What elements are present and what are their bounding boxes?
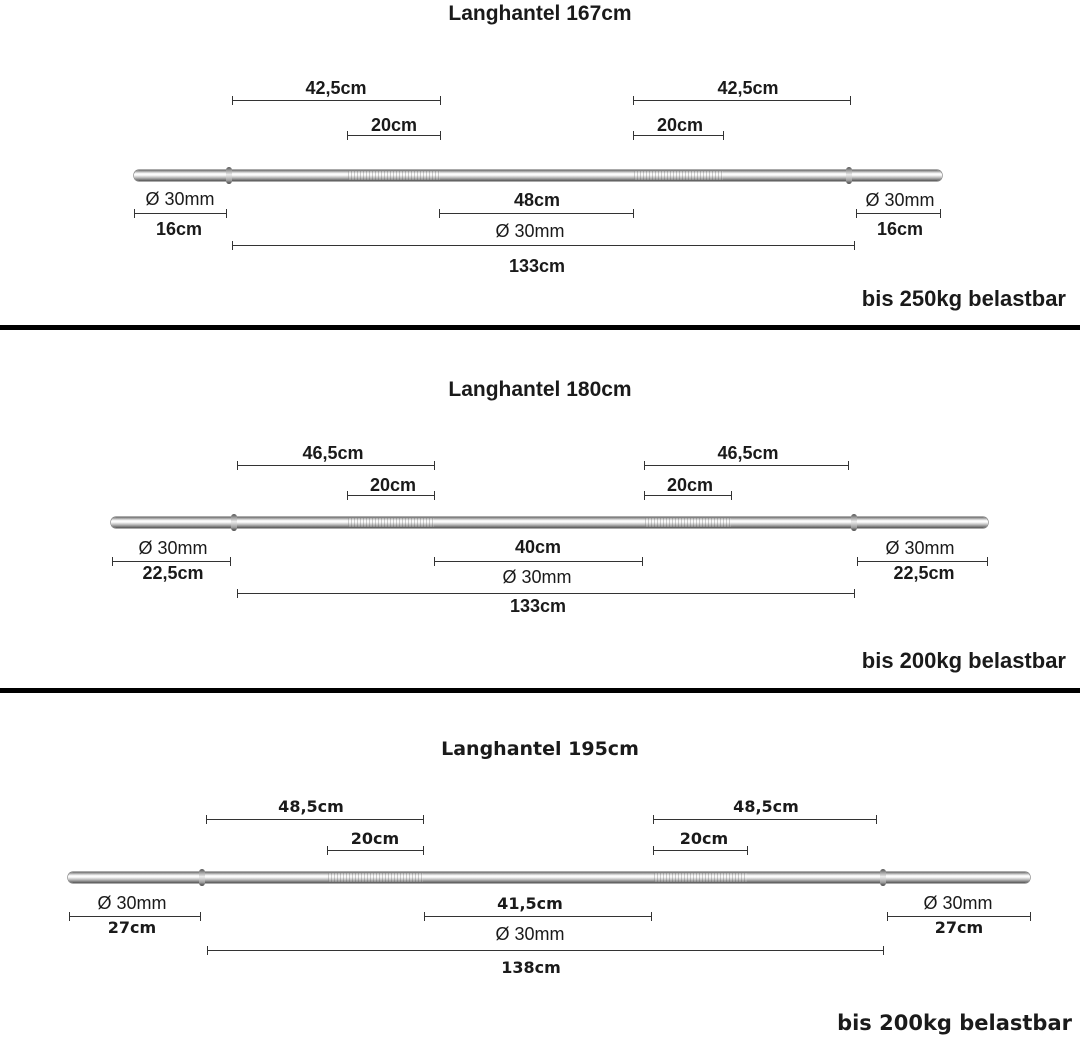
sleeve-right-label: 16cm xyxy=(876,219,924,239)
barbell-panel-180 xyxy=(0,330,1080,688)
barbell-bar xyxy=(111,517,988,528)
load-capacity: bis 200kg belastbar xyxy=(837,1011,1072,1035)
panel-title: Langhantel 195cm xyxy=(441,738,639,760)
load-capacity: bis 250kg belastbar xyxy=(861,286,1066,311)
center-diameter: Ø 30mm xyxy=(495,924,565,944)
sleeve-right-dimension xyxy=(888,916,1030,917)
center-diameter: Ø 30mm xyxy=(502,567,572,587)
panel-title: Langhantel 180cm xyxy=(448,378,632,401)
outer-right-dimension xyxy=(654,819,876,820)
outer-left-label: 48,5cm xyxy=(278,797,344,816)
barbell-bar xyxy=(134,170,942,181)
center-dimension xyxy=(440,213,633,214)
sleeve-left-label: 16cm xyxy=(155,219,203,239)
sleeve-right-dimension xyxy=(858,561,987,562)
knurl-right xyxy=(645,518,731,527)
sleeve-left-diameter: Ø 30mm xyxy=(97,893,167,913)
grip-left-label: 20cm xyxy=(370,115,418,135)
sleeve-left-label: 27cm xyxy=(107,918,157,937)
barbell-panel-167 xyxy=(0,0,1080,325)
knurl-left xyxy=(328,873,423,882)
grip-right-label: 20cm xyxy=(679,829,729,848)
barbell-panel-195 xyxy=(0,693,1080,1039)
sleeve-collar-right xyxy=(851,514,857,531)
knurl-right xyxy=(634,171,723,180)
load-capacity: bis 200kg belastbar xyxy=(861,648,1066,673)
sleeve-collar-left xyxy=(231,514,237,531)
outer-left-dimension xyxy=(207,819,423,820)
grip-left-dimension xyxy=(348,135,440,136)
grip-left-dimension xyxy=(328,850,423,851)
outer-left-label: 42,5cm xyxy=(305,78,367,98)
center-label: 41,5cm xyxy=(497,894,563,913)
center-label: 48cm xyxy=(513,190,561,210)
between-collars-label: 133cm xyxy=(509,596,567,616)
sleeve-right-diameter: Ø 30mm xyxy=(885,538,955,558)
between-collars-dimension xyxy=(208,950,883,951)
grip-left-label: 20cm xyxy=(369,475,417,495)
center-diameter: Ø 30mm xyxy=(495,221,565,241)
center-dimension xyxy=(425,916,651,917)
between-collars-label: 133cm xyxy=(508,256,566,276)
panel-title: Langhantel 167cm xyxy=(448,2,632,25)
center-dimension xyxy=(435,561,642,562)
outer-right-dimension xyxy=(645,465,848,466)
grip-right-dimension xyxy=(634,135,723,136)
sleeve-collar-right xyxy=(846,167,852,184)
outer-right-dimension xyxy=(634,100,850,101)
sleeve-collar-left xyxy=(226,167,232,184)
grip-left-label: 20cm xyxy=(350,829,400,848)
center-label: 40cm xyxy=(514,537,562,557)
sleeve-right-diameter: Ø 30mm xyxy=(865,190,935,210)
grip-right-label: 20cm xyxy=(656,115,704,135)
sleeve-right-dimension xyxy=(857,213,940,214)
between-collars-label: 138cm xyxy=(501,958,561,977)
grip-right-dimension xyxy=(654,850,747,851)
sleeve-left-label: 22,5cm xyxy=(142,563,204,583)
grip-right-dimension xyxy=(645,495,731,496)
sleeve-left-dimension xyxy=(70,916,200,917)
grip-right-label: 20cm xyxy=(666,475,714,495)
sleeve-right-diameter: Ø 30mm xyxy=(923,893,993,913)
barbell-bar xyxy=(68,872,1030,883)
outer-right-label: 46,5cm xyxy=(717,443,779,463)
outer-left-dimension xyxy=(233,100,440,101)
sleeve-right-label: 27cm xyxy=(934,918,984,937)
between-collars-dimension xyxy=(233,245,854,246)
sleeve-left-diameter: Ø 30mm xyxy=(138,538,208,558)
knurl-right xyxy=(654,873,747,882)
outer-left-label: 46,5cm xyxy=(302,443,364,463)
sleeve-left-dimension xyxy=(135,213,226,214)
knurl-left xyxy=(348,518,434,527)
sleeve-left-dimension xyxy=(113,561,230,562)
sleeve-collar-left xyxy=(199,869,205,886)
grip-left-dimension xyxy=(348,495,434,496)
between-collars-dimension xyxy=(238,593,854,594)
outer-left-dimension xyxy=(238,465,434,466)
sleeve-collar-right xyxy=(880,869,886,886)
outer-right-label: 42,5cm xyxy=(717,78,779,98)
knurl-left xyxy=(348,171,440,180)
sleeve-left-diameter: Ø 30mm xyxy=(145,189,215,209)
outer-right-label: 48,5cm xyxy=(733,797,799,816)
sleeve-right-label: 22,5cm xyxy=(893,563,955,583)
